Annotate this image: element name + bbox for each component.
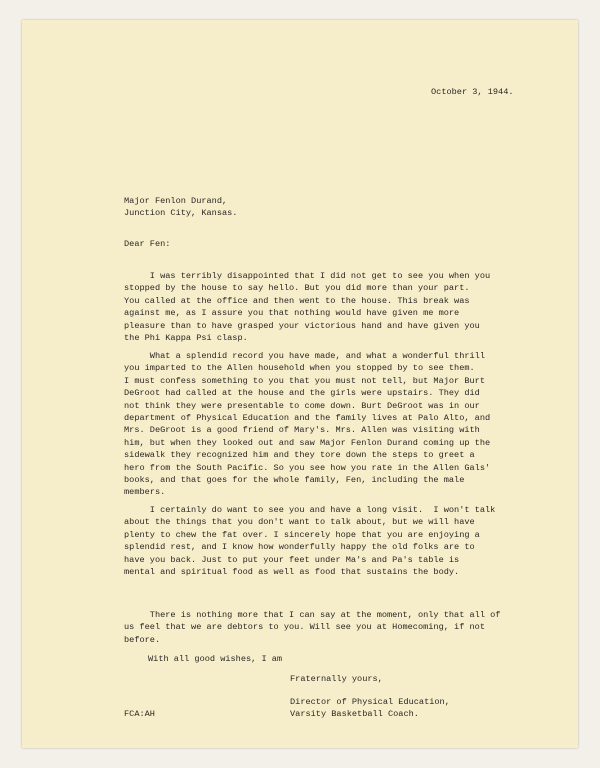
paragraph-line: him, but when they looked out and saw Major Fenlon Durand coming up the xyxy=(124,437,491,448)
paragraph-line: What a splendid record you have made, and what a wonderful thrill xyxy=(124,351,485,361)
recipient-address xyxy=(124,195,237,220)
paragraph-line: hero from the South Pacific. So you see how you rate in the Allen Gals' xyxy=(124,462,491,473)
paragraph-line: DeGroot had called at the house and the girls were upstairs. They did xyxy=(124,388,480,399)
paragraph-line: against me, as I assure you that nothing would have given me more xyxy=(124,308,460,319)
typist-initials: FCA:AH xyxy=(124,709,155,719)
paragraph-line: you imparted to the Allen household when you stopped by to see them. xyxy=(124,363,475,374)
salutation: Dear Fen: xyxy=(124,239,171,249)
paragraph-line: the Phi Kappa Psi clasp. xyxy=(124,333,248,344)
paragraph-line: sidewalk they recognized him and they tore down the steps to greet a xyxy=(124,450,475,461)
paragraph-line: You called at the office and then went to the house. This break was xyxy=(124,295,470,306)
paragraph-line: Mrs. DeGroot is a good friend of Mary's. Mrs. Allen was visiting with xyxy=(124,425,480,436)
body-paragraph-1 xyxy=(124,270,490,344)
paragraph-line: plenty to chew the fat over. I sincerely hope that you are enjoying a xyxy=(124,529,480,540)
paragraph-line: books, and that goes for the whole family, Fen, including the male xyxy=(124,475,465,486)
signature-title xyxy=(290,696,450,721)
paragraph-line: splendid rest, and I know how wonderfully happy the old folks are to xyxy=(124,542,475,553)
paragraph-line: have you back. Just to put your feet under Ma's and Pa's table is xyxy=(124,554,460,565)
body-paragraph-3 xyxy=(124,504,495,578)
title-line: Director of Physical Education, xyxy=(290,697,450,707)
paragraph-line: us feel that we are debtors to you. Will see you at Homecoming, if not xyxy=(124,622,485,633)
paragraph-line: department of Physical Education and the family lives at Palo Alto, and xyxy=(124,413,491,424)
paragraph-line: members. xyxy=(124,487,166,498)
title-line: Varsity Basketball Coach. xyxy=(290,709,419,720)
paragraph-line: before. xyxy=(124,634,161,645)
paragraph-line: stopped by the house to say hello. But you did more than your part. xyxy=(124,283,470,294)
body-paragraph-4 xyxy=(124,609,500,646)
paragraph-line: mental and spiritual food as well as food that sustains the body. xyxy=(124,567,460,578)
paragraph-line: about the things that you don't want to talk about, but we will have xyxy=(124,517,475,528)
paragraph-line: I was terribly disappointed that I did not get to see you when you xyxy=(124,271,491,281)
letter-date: October 3, 1944. xyxy=(431,87,514,97)
address-line: Major Fenlon Durand, xyxy=(124,196,228,206)
paragraph-line: not think they were presentable to come down. Burt DeGroot was in our xyxy=(124,400,480,411)
paragraph-line: pleasure than to have grasped your victorious hand and have given you xyxy=(124,320,480,331)
pre-closing: With all good wishes, I am xyxy=(148,654,283,664)
paragraph-line: I certainly do want to see you and have a long visit. I won't talk xyxy=(124,505,496,515)
paragraph-line: I must confess something to you that you must not tell, but Major Burt xyxy=(124,375,485,386)
letter-page xyxy=(22,20,578,748)
paragraph-line: There is nothing more that I can say at the moment, only that all of xyxy=(124,610,501,620)
address-line: Junction City, Kansas. xyxy=(124,208,238,219)
body-paragraph-2 xyxy=(124,350,490,499)
complimentary-close: Fraternally yours, xyxy=(290,674,383,684)
